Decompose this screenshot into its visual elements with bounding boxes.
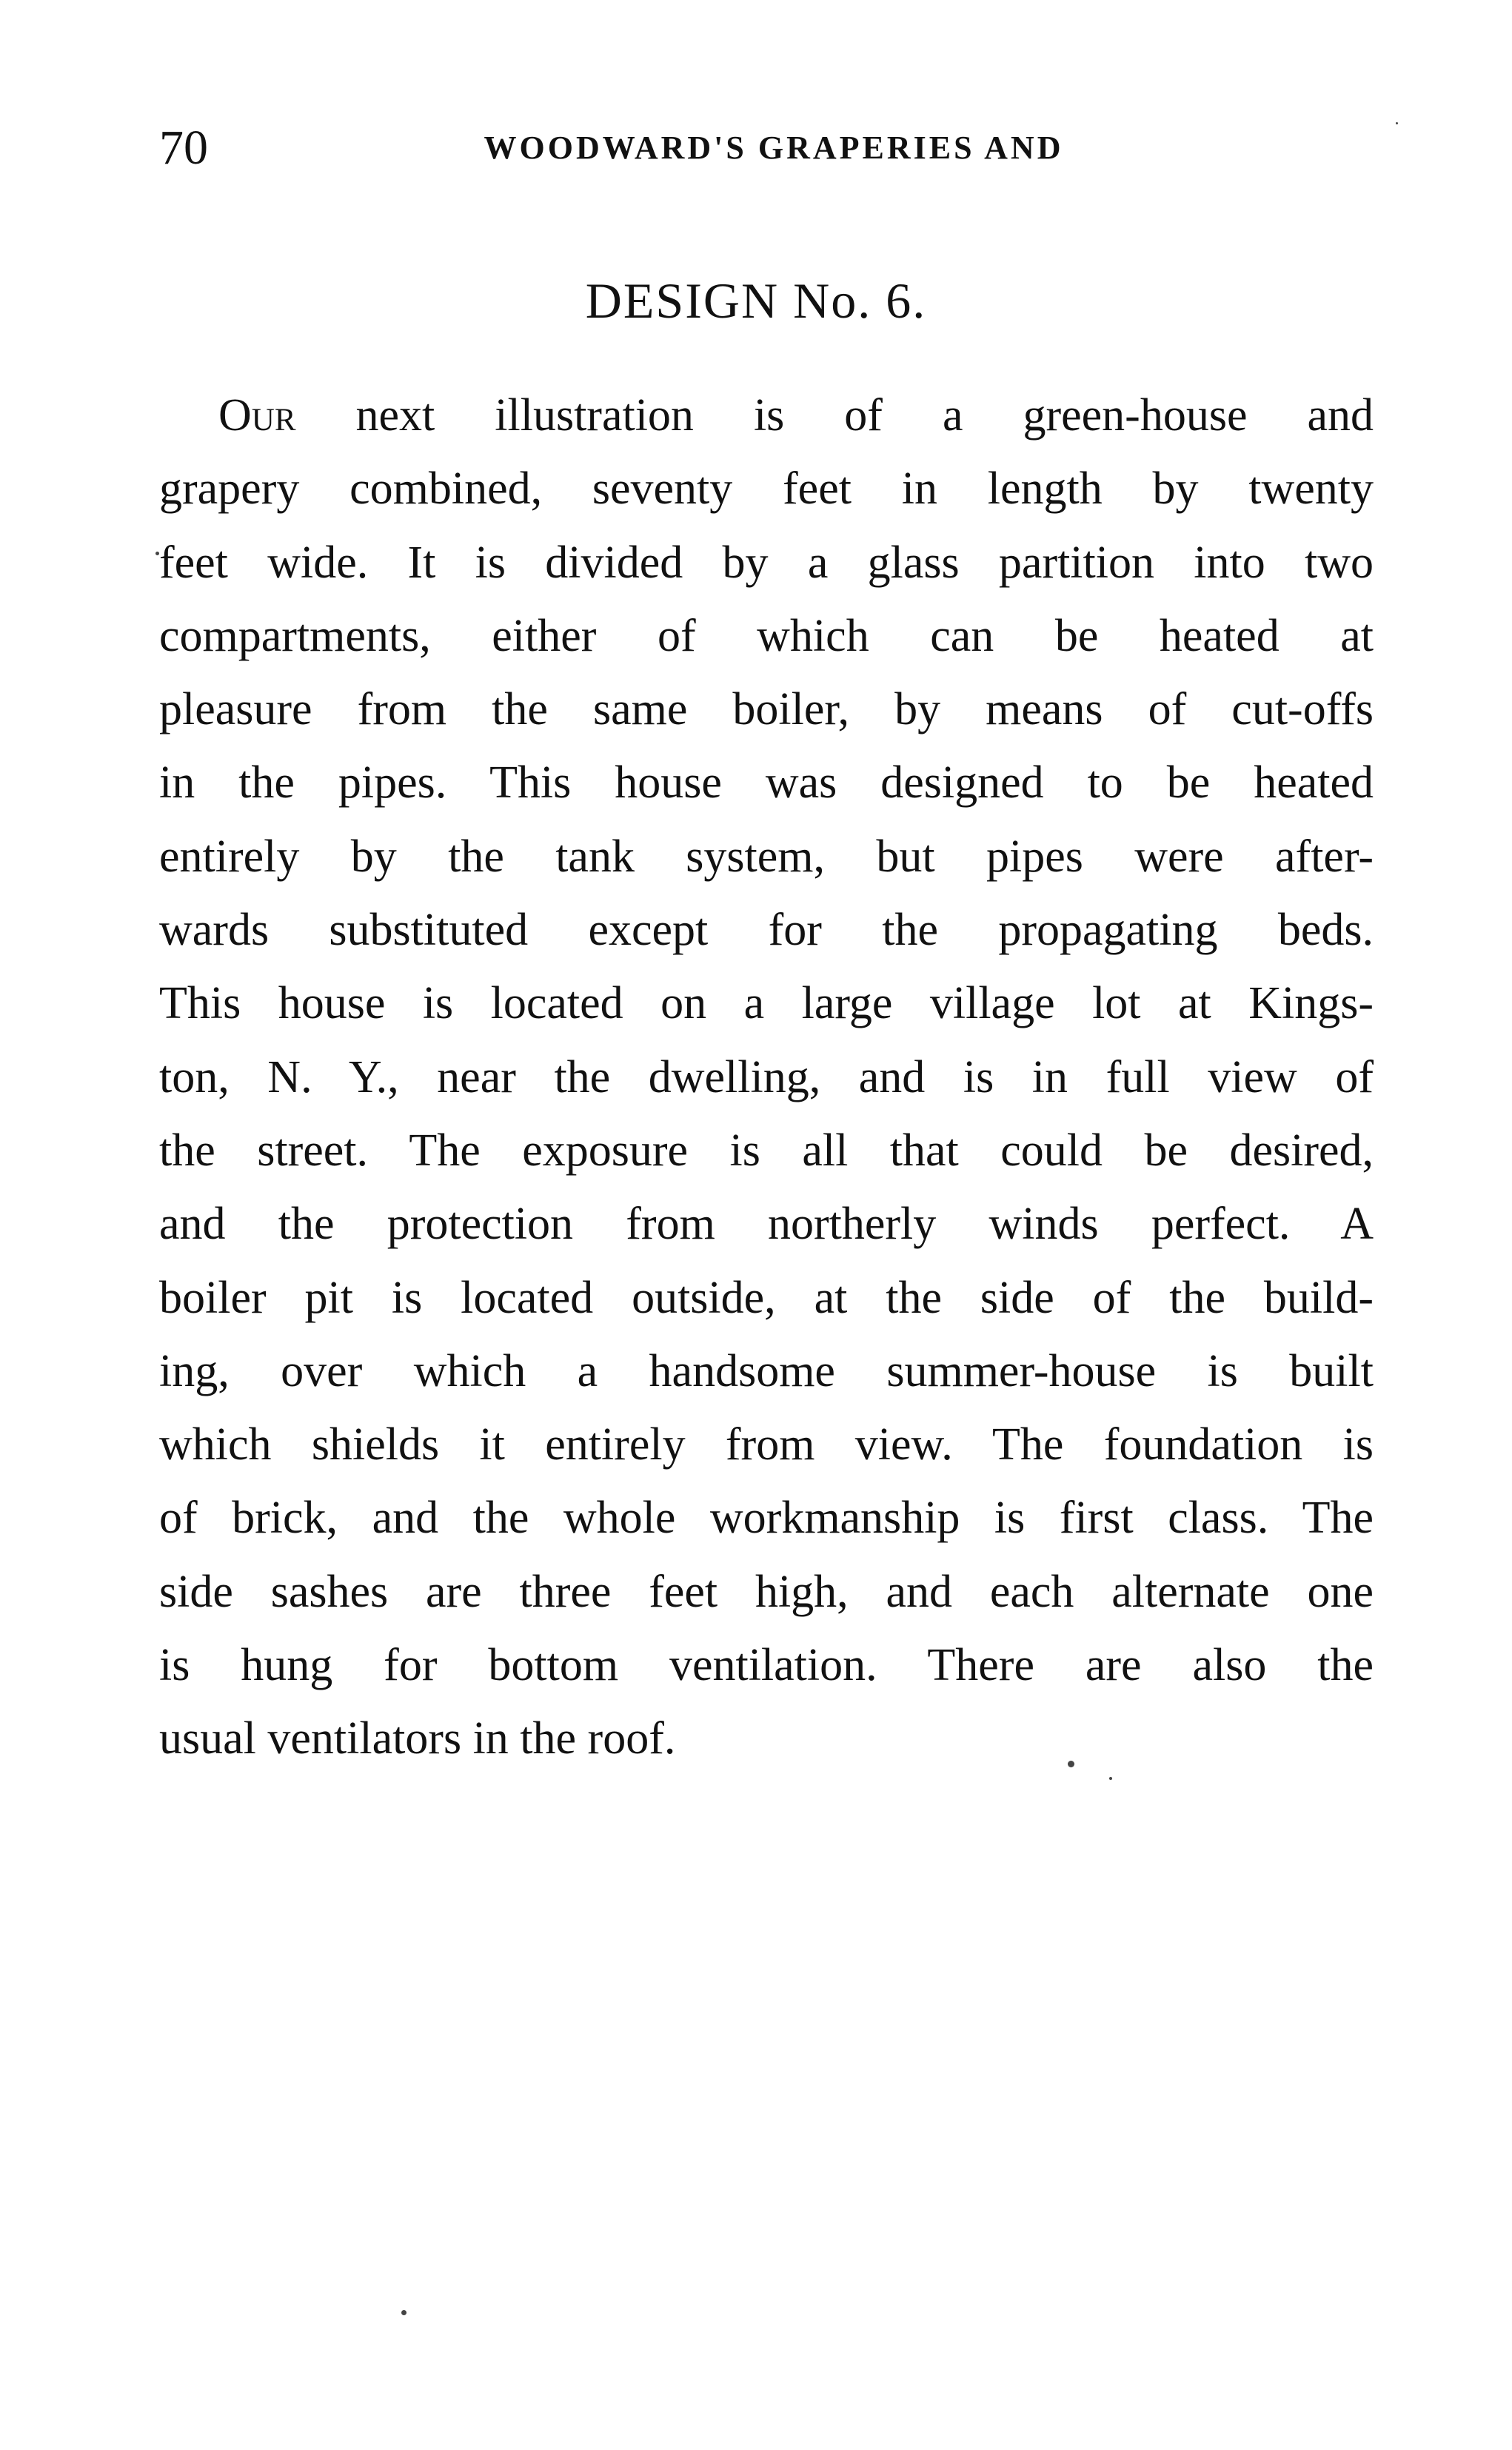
text-line: compartments, either of which can be heated at: [159, 610, 1374, 661]
drop-first-word: Our: [218, 390, 296, 441]
text-line: in the pipes. This house was designed to be heated: [159, 757, 1374, 809]
text-line: and the protection from northerly winds perfect. A: [159, 1199, 1374, 1250]
running-head: WOODWARD'S GRAPERIES AND: [484, 130, 1064, 166]
page-number: 70: [159, 121, 208, 175]
text-line: is hung for bottom ventilation. There are also the: [159, 1640, 1374, 1691]
body-paragraph: [159, 379, 1374, 1776]
text-line: the street. The exposure is all that could be desired,: [159, 1125, 1374, 1176]
scan-speck: [401, 2310, 407, 2315]
page-header: [159, 118, 1374, 178]
text-line: ing, over which a handsome summer-house is built: [159, 1345, 1374, 1396]
text-line: [159, 379, 1374, 452]
text-line: boiler pit is located outside, at the side of the build-: [159, 1272, 1374, 1323]
text-line: of brick, and the whole workmanship is first class. The: [159, 1493, 1374, 1544]
text-line: usual ventilators in the roof.: [159, 1713, 676, 1764]
section-title: DESIGN No. 6.: [585, 272, 927, 329]
scan-speck: [1109, 1777, 1112, 1780]
text-line: grapery combined, seventy feet in length by twenty: [159, 463, 1374, 515]
scan-speck: [1068, 1761, 1074, 1767]
text-line: wards substituted except for the propagating beds.: [159, 905, 1374, 956]
text-line: ton, N. Y., near the dwelling, and is in full view of: [159, 1051, 1374, 1102]
text-line: feet wide. It is divided by a glass partition into two: [159, 537, 1374, 588]
text-line: which shields it entirely from view. The foundation is: [159, 1419, 1374, 1470]
scan-speck: [1396, 122, 1398, 124]
scan-speck: [155, 552, 159, 555]
text-line-content: next illustration is of a green-house and: [295, 390, 1374, 441]
text-line: entirely by the tank system, but pipes were after-: [159, 831, 1374, 882]
text-line: pleasure from the same boiler, by means of cut-offs: [159, 684, 1374, 735]
text-line: side sashes are three feet high, and each alternate one: [159, 1566, 1374, 1617]
text-line: This house is located on a large village lot at Kings-: [159, 978, 1374, 1029]
